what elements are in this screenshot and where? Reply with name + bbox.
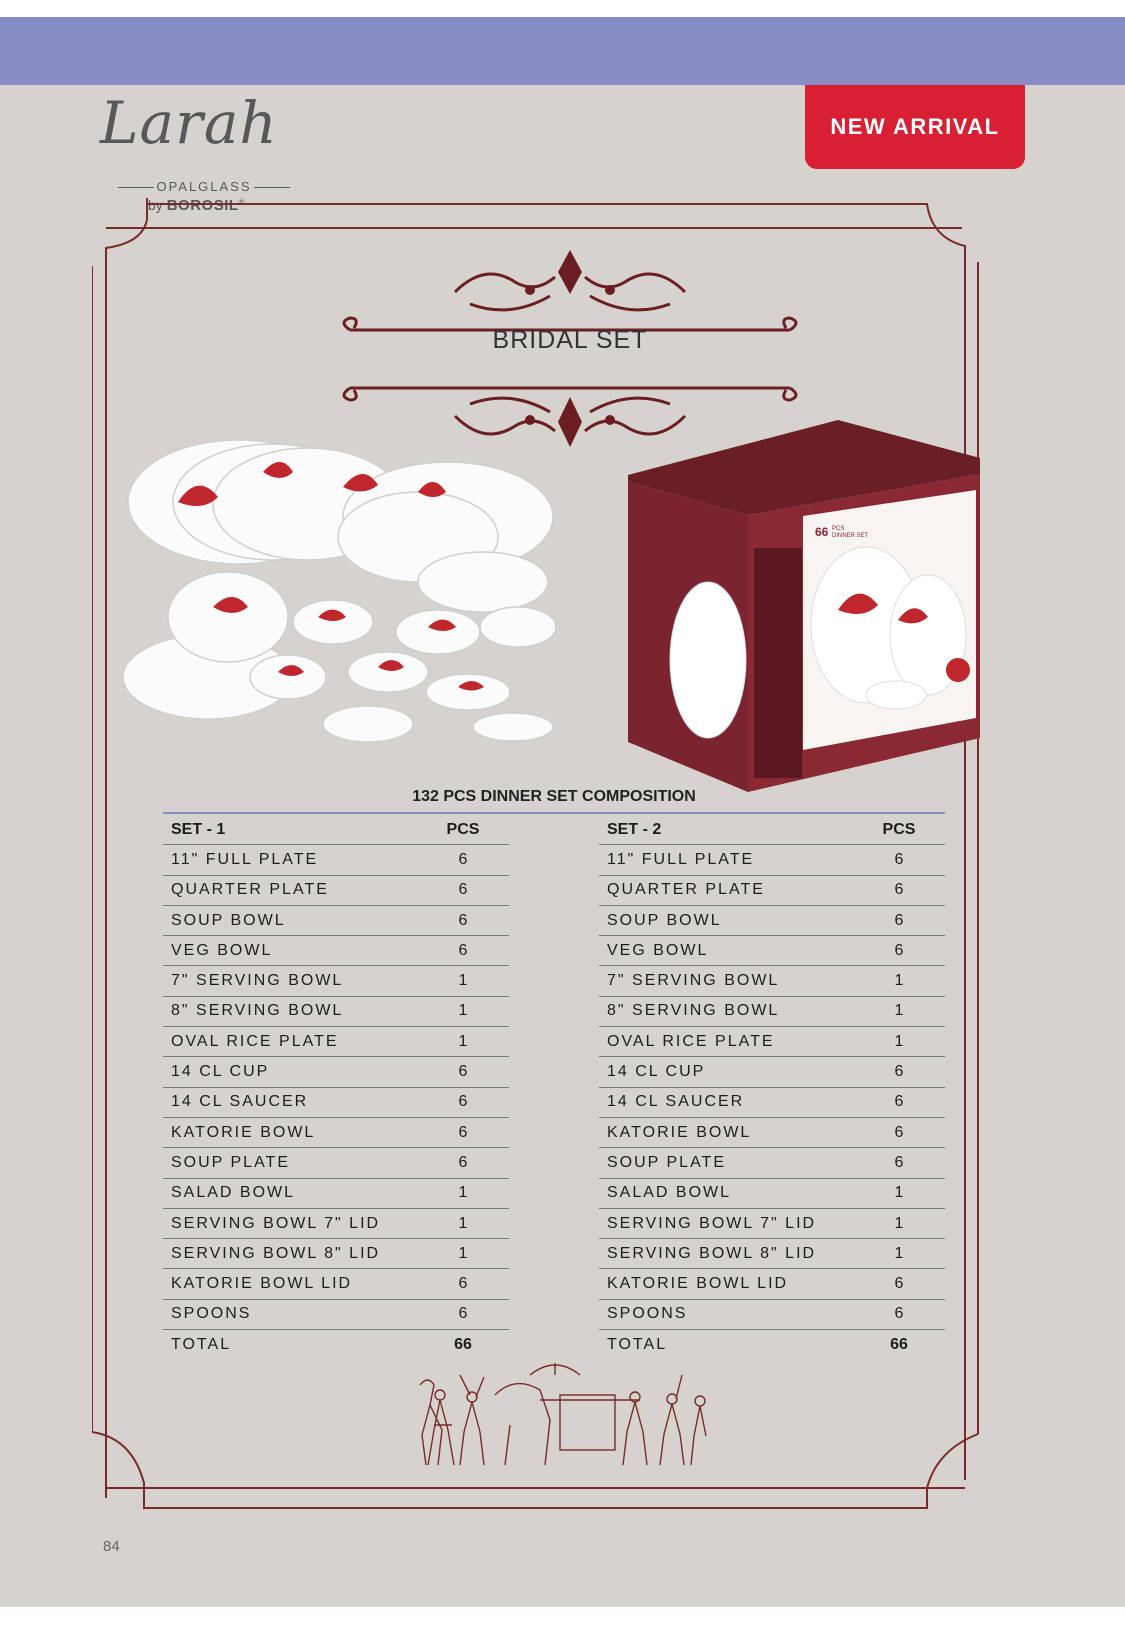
item-qty: 6	[458, 941, 468, 959]
table-row	[599, 1088, 945, 1118]
registered-mark: ®	[238, 197, 245, 207]
item-qty: 6	[894, 1275, 904, 1293]
frame-left-outer	[106, 198, 147, 1498]
item-name: 7" SERVING BOWL	[607, 972, 780, 990]
item-qty: 6	[894, 941, 904, 959]
table-row	[163, 876, 509, 906]
item-name: 11" FULL PLATE	[607, 850, 755, 868]
item-name: OVAL RICE PLATE	[171, 1032, 339, 1050]
figure-head	[695, 1396, 705, 1406]
item-qty: 6	[458, 1275, 468, 1293]
item-qty: 1	[458, 1184, 468, 1202]
wedding-procession-illustration	[410, 1355, 710, 1475]
ornament-dot	[525, 415, 535, 425]
ornament-dot	[605, 285, 615, 295]
table-row	[163, 1239, 509, 1269]
table-row	[163, 1269, 509, 1299]
item-name: QUARTER PLATE	[607, 881, 765, 899]
table-row	[599, 1300, 945, 1330]
saucer	[426, 674, 510, 710]
item-qty: 6	[458, 1093, 468, 1111]
ornament-diamond-top	[558, 250, 582, 294]
figure-head	[435, 1390, 445, 1400]
pcs-heading: PCS	[446, 820, 480, 838]
item-name: KATORIE BOWL LID	[171, 1275, 353, 1293]
table-row	[163, 966, 509, 996]
box-count-sub: PCS	[832, 526, 845, 532]
item-qty: 1	[894, 1244, 904, 1262]
table-row	[163, 1148, 509, 1178]
item-name: SPOONS	[607, 1305, 688, 1323]
item-name: 7" SERVING BOWL	[171, 972, 344, 990]
item-name: SPOONS	[171, 1305, 252, 1323]
gift-box-photo	[628, 420, 988, 792]
table-row	[163, 1179, 509, 1209]
ornament-curl-br	[784, 388, 796, 400]
ornament-curl-bl	[344, 388, 356, 400]
item-qty: 1	[894, 1002, 904, 1020]
top-color-band	[0, 17, 1125, 85]
item-qty: 1	[894, 1184, 904, 1202]
item-name: 14 CL CUP	[607, 1063, 706, 1081]
item-qty: 1	[458, 1032, 468, 1050]
item-name: SALAD BOWL	[607, 1184, 732, 1202]
item-name: SERVING BOWL 7" LID	[607, 1214, 817, 1232]
palanquin	[560, 1395, 615, 1450]
item-name: VEG BOWL	[607, 941, 709, 959]
table-row	[163, 1209, 509, 1239]
item-name: SERVING BOWL 8" LID	[607, 1244, 817, 1262]
table-header-row	[163, 815, 509, 845]
item-name: SALAD BOWL	[171, 1184, 296, 1202]
item-qty: 1	[894, 1214, 904, 1232]
dinner-set-photo	[118, 432, 588, 782]
ornament-dot	[525, 285, 535, 295]
table-row	[599, 1057, 945, 1087]
item-qty: 6	[458, 850, 468, 868]
figure-body	[691, 1406, 706, 1465]
ornament-dot	[605, 415, 615, 425]
item-name: VEG BOWL	[171, 941, 273, 959]
table-header-row	[599, 815, 945, 845]
logo-maker-name: BOROSIL	[166, 197, 239, 214]
side-plate	[670, 582, 746, 738]
item-qty: 6	[894, 1153, 904, 1171]
page-title: BRIDAL SET	[492, 326, 648, 354]
set-heading: SET - 2	[607, 820, 662, 838]
box-label-panel	[754, 548, 802, 778]
table-row	[163, 1088, 509, 1118]
item-qty: 1	[894, 972, 904, 990]
box-set-label: DINNER SET	[832, 533, 869, 539]
item-qty: 6	[458, 1123, 468, 1141]
item-qty: 6	[458, 1153, 468, 1171]
item-name: SOUP PLATE	[171, 1153, 290, 1171]
item-qty: 6	[458, 1063, 468, 1081]
table-row	[599, 1148, 945, 1178]
item-name: SOUP BOWL	[171, 911, 286, 929]
item-name: SOUP PLATE	[607, 1153, 726, 1171]
item-qty: 6	[894, 1305, 904, 1323]
set-2-table	[599, 815, 945, 1359]
item-name: OVAL RICE PLATE	[607, 1032, 775, 1050]
item-qty: 6	[458, 881, 468, 899]
item-name: KATORIE BOWL LID	[607, 1275, 789, 1293]
item-name: 8" SERVING BOWL	[171, 1002, 344, 1020]
figure-body	[460, 1375, 484, 1465]
pcs-heading: PCS	[882, 820, 916, 838]
item-qty: 1	[458, 1002, 468, 1020]
box-count-text: 66	[815, 525, 829, 539]
table-row	[599, 906, 945, 936]
katorie-bowl	[480, 607, 556, 647]
table-row	[599, 1118, 945, 1148]
item-name: 14 CL SAUCER	[171, 1093, 309, 1111]
table-row	[599, 936, 945, 966]
figure-head	[667, 1394, 677, 1404]
table-row	[163, 1057, 509, 1087]
item-name: QUARTER PLATE	[171, 881, 329, 899]
table-row	[163, 1300, 509, 1330]
table-row	[599, 876, 945, 906]
item-name: 8" SERVING BOWL	[607, 1002, 780, 1020]
box-bowl	[866, 681, 926, 709]
item-qty: 1	[894, 1032, 904, 1050]
box-seal	[946, 658, 970, 682]
logo-by-text: by	[148, 197, 163, 213]
item-qty: 6	[894, 911, 904, 929]
item-qty: 6	[894, 1123, 904, 1141]
total-qty: 66	[454, 1335, 472, 1353]
composition-title: 132 PCS DINNER SET COMPOSITION	[412, 788, 696, 805]
soup-bowl	[293, 600, 373, 644]
figure-body	[660, 1375, 684, 1465]
salad-bowl	[418, 552, 548, 612]
table-row	[599, 1239, 945, 1269]
table-row	[599, 1269, 945, 1299]
item-qty: 1	[458, 1244, 468, 1262]
table-row	[599, 845, 945, 875]
serving-bowl	[168, 572, 288, 662]
total-label: TOTAL	[607, 1335, 668, 1353]
table-row	[163, 1118, 509, 1148]
table-row	[163, 997, 509, 1027]
cup	[348, 652, 428, 692]
table-row	[163, 936, 509, 966]
item-name: 14 CL CUP	[171, 1063, 270, 1081]
katorie-bowl	[250, 655, 326, 699]
set-1-table	[163, 815, 509, 1359]
veg-bowl	[396, 610, 480, 654]
item-qty: 6	[458, 1305, 468, 1323]
spoon	[473, 713, 553, 741]
table-row	[599, 966, 945, 996]
composition-rule	[163, 812, 945, 814]
item-qty: 6	[458, 911, 468, 929]
table-row	[599, 1209, 945, 1239]
table-row	[163, 1027, 509, 1057]
horse	[495, 1384, 550, 1465]
saucer	[323, 706, 413, 742]
figure-dancer	[420, 1380, 442, 1465]
item-name: SERVING BOWL 8" LID	[171, 1244, 381, 1262]
item-qty: 6	[894, 1063, 904, 1081]
item-qty: 1	[458, 1214, 468, 1232]
logo-subline: OPALGLASS	[120, 179, 288, 194]
item-name: KATORIE BOWL	[171, 1123, 316, 1141]
table-row	[599, 1179, 945, 1209]
table-row	[599, 997, 945, 1027]
ornament-scroll-top-2	[470, 296, 670, 310]
table-row	[599, 1027, 945, 1057]
item-name: SOUP BOWL	[607, 911, 722, 929]
total-qty: 66	[890, 1335, 908, 1353]
item-name: 11" FULL PLATE	[171, 850, 319, 868]
page-number: 84	[103, 1538, 120, 1555]
item-name: SERVING BOWL 7" LID	[171, 1214, 381, 1232]
item-name: KATORIE BOWL	[607, 1123, 752, 1141]
item-qty: 6	[894, 850, 904, 868]
umbrella	[530, 1363, 580, 1375]
item-name: 14 CL SAUCER	[607, 1093, 745, 1111]
logo-script-text: Larah	[100, 89, 278, 157]
table-row	[163, 906, 509, 936]
figure-body	[623, 1402, 647, 1465]
total-label: TOTAL	[171, 1335, 232, 1353]
new-arrival-badge: NEW ARRIVAL	[805, 85, 1025, 169]
item-qty: 6	[894, 881, 904, 899]
table-row	[163, 845, 509, 875]
item-qty: 1	[458, 972, 468, 990]
set-heading: SET - 1	[171, 820, 226, 838]
item-qty: 6	[894, 1093, 904, 1111]
